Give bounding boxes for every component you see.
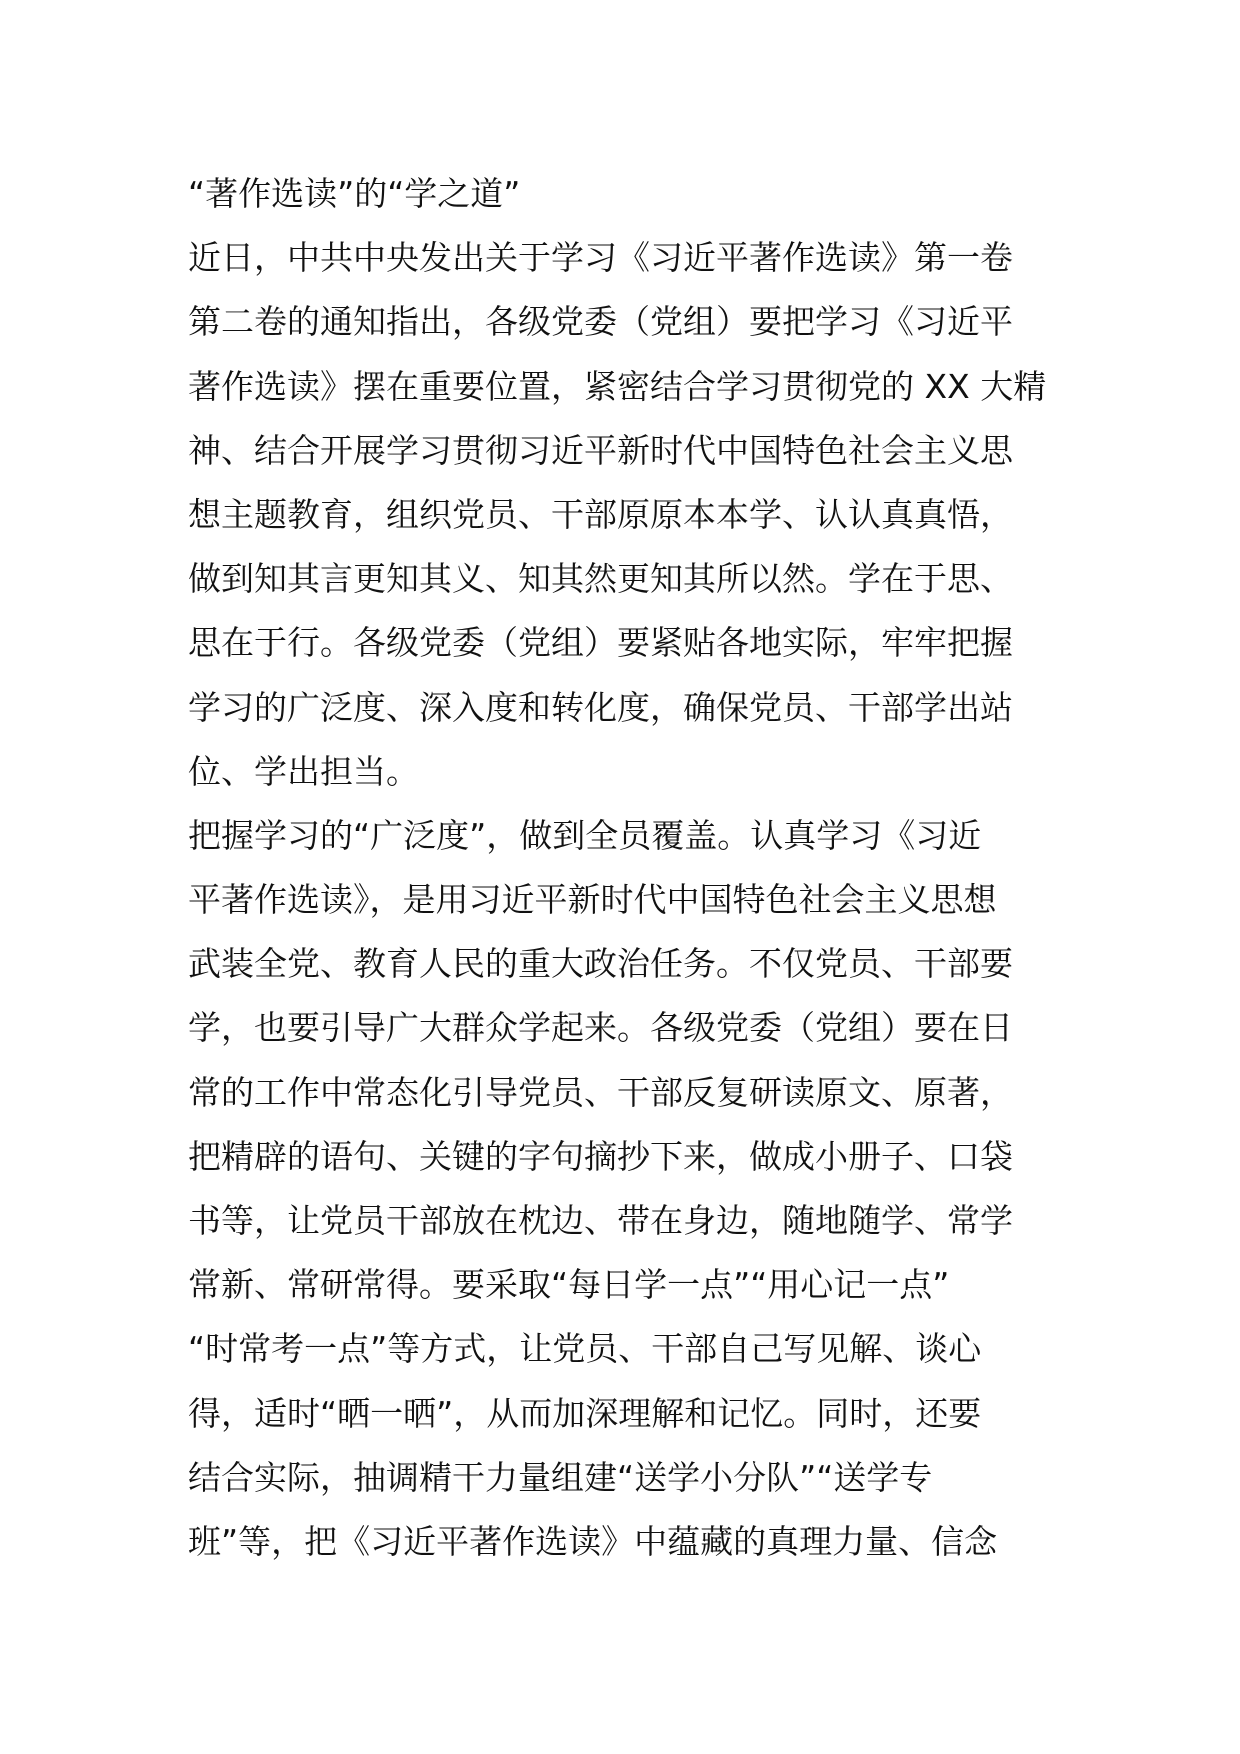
text-line: 想主题教育，组织党员、干部原原本本学、认认真真悟， (188, 494, 1013, 534)
document-title: “著作选读”的“学之道” (188, 174, 521, 213)
text-line: 武装全党、教育人民的重大政治任务。不仅党员、干部要 (188, 944, 1013, 984)
text-line: 学，也要引导广大群众学起来。各级党委（党组）要在日 (188, 1008, 1013, 1048)
text-line: 结合实际，抽调精干力量组建“送学小分队”“送学专 (188, 1457, 933, 1497)
text-line: 平著作选读》，是用习近平新时代中国特色社会主义思想 (188, 880, 997, 920)
text-line: 书等，让党员干部放在枕边、带在身边，随地随学、常学 (188, 1201, 1013, 1240)
text-line: “时常考一点”等方式，让党员、干部自己写见解、谈心 (188, 1329, 982, 1369)
text-line: 把精辟的语句、关键的字句摘抄下来，做成小册子、口袋 (188, 1136, 1013, 1176)
text-line: 第二卷的通知指出，各级党委（党组）要把学习《习近平 (188, 302, 1013, 342)
text-line: 常新、常研常得。要采取“每日学一点”“用心记一点” (188, 1265, 950, 1305)
text-line: 常的工作中常态化引导党员、干部反复研读原文、原著， (188, 1072, 1013, 1112)
text-line: 思在于行。各级党委（党组）要紧贴各地实际，牢牢把握 (188, 623, 1013, 663)
text-line: 著作选读》摆在重要位置，紧密结合学习贯彻党的 XX 大精 (188, 366, 1047, 406)
text-line: 位、学出担当。 (188, 751, 419, 791)
text-line: 神、结合开展学习贯彻习近平新时代中国特色社会主义思 (188, 430, 1013, 470)
text-line: 近日，中共中央发出关于学习《习近平著作选读》第一卷 (188, 238, 1013, 278)
text-line: 做到知其言更知其义、知其然更知其所以然。学在于思、 (188, 559, 1013, 599)
text-line: 得，适时“晒一晒”，从而加深理解和记忆。同时，还要 (188, 1393, 982, 1433)
document-body (188, 162, 1058, 1574)
text-line: 把握学习的“广泛度”，做到全员覆盖。认真学习《习近 (188, 815, 982, 855)
text-line: 班”等，把《习近平著作选读》中蕴藏的真理力量、信念 (188, 1521, 998, 1561)
text-line: 学习的广泛度、深入度和转化度，确保党员、干部学出站 (188, 687, 1013, 727)
